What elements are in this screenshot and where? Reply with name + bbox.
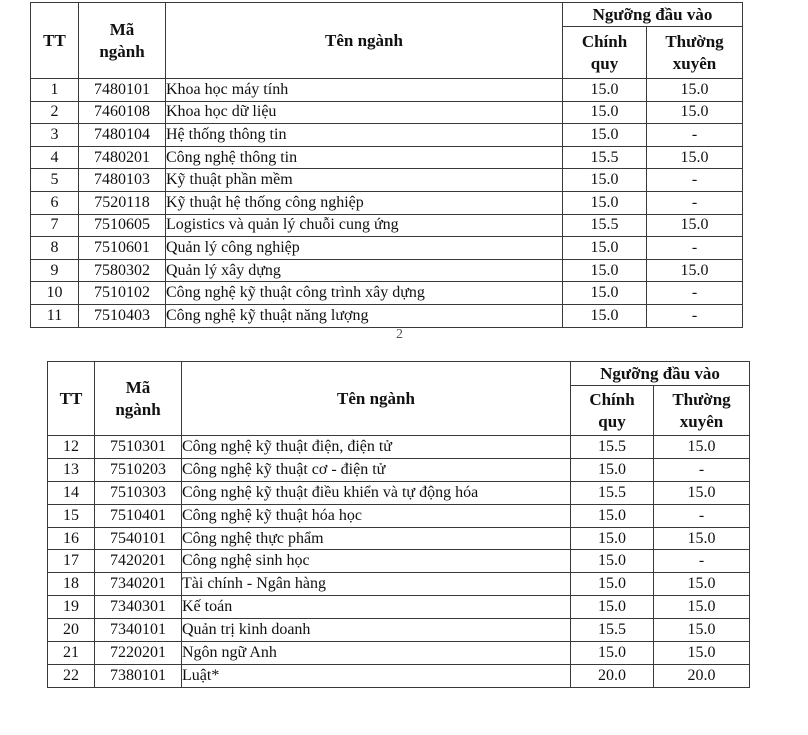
header-tt: TT	[48, 362, 95, 436]
regular-threshold: 15.0	[571, 550, 654, 573]
admission-threshold-table-2	[47, 361, 750, 688]
major-name: Công nghệ kỹ thuật điện, điện tử	[182, 436, 571, 459]
table-2-body	[48, 436, 750, 688]
regular-threshold: 15.0	[563, 259, 647, 282]
regular-threshold: 15.0	[563, 124, 647, 147]
major-name: Công nghệ kỹ thuật công trình xây dựng	[166, 282, 563, 305]
header-code-line2: ngành	[99, 41, 145, 61]
table-row	[31, 214, 743, 237]
major-name: Công nghệ kỹ thuật năng lượng	[166, 304, 563, 327]
major-name: Công nghệ kỹ thuật điều khiển và tự động hóa	[182, 481, 571, 504]
row-number: 19	[48, 596, 95, 619]
table-row	[31, 259, 743, 282]
continuing-threshold: 15.0	[647, 259, 743, 282]
table-row	[31, 282, 743, 305]
regular-threshold: 15.0	[571, 504, 654, 527]
continuing-threshold: -	[647, 124, 743, 147]
row-number: 20	[48, 619, 95, 642]
regular-threshold: 15.0	[563, 101, 647, 124]
major-code: 7510303	[95, 481, 182, 504]
row-number: 21	[48, 642, 95, 665]
major-code: 7510102	[79, 282, 166, 305]
regular-threshold: 20.0	[571, 664, 654, 687]
table-row	[31, 304, 743, 327]
admission-threshold-table-1	[30, 2, 743, 328]
major-code: 7520118	[79, 191, 166, 214]
major-code: 7510301	[95, 436, 182, 459]
header-continuing-line2: xuyên	[672, 53, 717, 73]
row-number: 13	[48, 458, 95, 481]
regular-threshold: 15.5	[563, 214, 647, 237]
regular-threshold: 15.0	[563, 304, 647, 327]
row-number: 22	[48, 664, 95, 687]
table-row	[31, 79, 743, 102]
row-number: 12	[48, 436, 95, 459]
major-code: 7510605	[79, 214, 166, 237]
continuing-threshold: -	[647, 237, 743, 260]
table-row	[48, 504, 750, 527]
header-continuing	[647, 27, 743, 79]
row-number: 8	[31, 237, 79, 260]
regular-threshold: 15.0	[571, 642, 654, 665]
header-regular-line2: quy	[590, 53, 619, 73]
header-regular-line1: Chính	[581, 31, 628, 51]
table-row	[48, 596, 750, 619]
header-regular	[571, 386, 654, 436]
major-name: Công nghệ thông tin	[166, 146, 563, 169]
continuing-threshold: -	[647, 282, 743, 305]
row-number: 14	[48, 481, 95, 504]
continuing-threshold: 15.0	[654, 619, 750, 642]
table-row	[48, 550, 750, 573]
table-row	[31, 237, 743, 260]
continuing-threshold: 15.0	[647, 79, 743, 102]
continuing-threshold: 20.0	[654, 664, 750, 687]
major-name: Kế toán	[182, 596, 571, 619]
major-code: 7380101	[95, 664, 182, 687]
regular-threshold: 15.0	[571, 573, 654, 596]
major-code: 7480104	[79, 124, 166, 147]
row-number: 15	[48, 504, 95, 527]
regular-threshold: 15.5	[571, 481, 654, 504]
regular-threshold: 15.0	[563, 169, 647, 192]
major-code: 7580302	[79, 259, 166, 282]
table-row	[31, 191, 743, 214]
continuing-threshold: 15.0	[654, 573, 750, 596]
header-continuing-line2: xuyên	[679, 411, 724, 431]
major-name: Công nghệ kỹ thuật cơ - điện tử	[182, 458, 571, 481]
regular-threshold: 15.5	[571, 436, 654, 459]
major-name: Logistics và quản lý chuỗi cung ứng	[166, 214, 563, 237]
continuing-threshold: -	[647, 169, 743, 192]
major-code: 7510401	[95, 504, 182, 527]
row-number: 11	[31, 304, 79, 327]
row-number: 6	[31, 191, 79, 214]
continuing-threshold: -	[647, 304, 743, 327]
row-number: 3	[31, 124, 79, 147]
major-name: Quản trị kinh doanh	[182, 619, 571, 642]
row-number: 17	[48, 550, 95, 573]
header-major-name: Tên ngành	[166, 3, 563, 79]
major-code: 7460108	[79, 101, 166, 124]
header-regular	[563, 27, 647, 79]
table-row	[31, 169, 743, 192]
major-code: 7480201	[79, 146, 166, 169]
row-number: 4	[31, 146, 79, 169]
regular-threshold: 15.0	[571, 596, 654, 619]
header-threshold: Ngưỡng đầu vào	[571, 362, 750, 386]
table-row	[48, 573, 750, 596]
header-code-line1: Mã	[109, 19, 135, 39]
header-continuing-line1: Thường	[672, 389, 731, 409]
continuing-threshold: 15.0	[654, 481, 750, 504]
header-code-line1: Mã	[125, 377, 151, 397]
table-row	[31, 101, 743, 124]
major-name: Kỹ thuật phần mềm	[166, 169, 563, 192]
major-name: Công nghệ sinh học	[182, 550, 571, 573]
row-number: 16	[48, 527, 95, 550]
table-row	[48, 436, 750, 459]
regular-threshold: 15.0	[571, 458, 654, 481]
header-continuing	[654, 386, 750, 436]
major-name: Ngôn ngữ Anh	[182, 642, 571, 665]
major-name: Hệ thống thông tin	[166, 124, 563, 147]
continuing-threshold: -	[654, 550, 750, 573]
continuing-threshold: -	[647, 191, 743, 214]
header-regular-line1: Chính	[589, 389, 635, 409]
row-number: 18	[48, 573, 95, 596]
header-major-code	[95, 362, 182, 436]
continuing-threshold: 15.0	[654, 527, 750, 550]
major-name: Khoa học dữ liệu	[166, 101, 563, 124]
table-row	[48, 458, 750, 481]
row-number: 9	[31, 259, 79, 282]
row-number: 7	[31, 214, 79, 237]
major-name: Khoa học máy tính	[166, 79, 563, 102]
regular-threshold: 15.0	[563, 237, 647, 260]
major-name: Quản lý xây dựng	[166, 259, 563, 282]
table-row	[48, 481, 750, 504]
major-name: Kỹ thuật hệ thống công nghiệp	[166, 191, 563, 214]
major-name: Luật*	[182, 664, 571, 687]
page-number: 2	[396, 327, 403, 342]
continuing-threshold: -	[654, 458, 750, 481]
regular-threshold: 15.5	[563, 146, 647, 169]
continuing-threshold: 15.0	[654, 436, 750, 459]
major-code: 7540101	[95, 527, 182, 550]
major-code: 7420201	[95, 550, 182, 573]
regular-threshold: 15.0	[563, 79, 647, 102]
continuing-threshold: 15.0	[654, 642, 750, 665]
table-row	[48, 527, 750, 550]
header-threshold: Ngưỡng đầu vào	[563, 3, 743, 27]
major-name: Tài chính - Ngân hàng	[182, 573, 571, 596]
header-major-name: Tên ngành	[182, 362, 571, 436]
header-continuing-line1: Thường	[665, 31, 724, 51]
continuing-threshold: 15.0	[647, 146, 743, 169]
table-1-body	[31, 79, 743, 328]
table-row	[48, 664, 750, 687]
table-row	[31, 146, 743, 169]
major-code: 7340201	[95, 573, 182, 596]
regular-threshold: 15.0	[563, 282, 647, 305]
major-code: 7510203	[95, 458, 182, 481]
major-name: Quản lý công nghiệp	[166, 237, 563, 260]
table-row	[48, 642, 750, 665]
major-code: 7340101	[95, 619, 182, 642]
continuing-threshold: -	[654, 504, 750, 527]
header-major-code	[79, 3, 166, 79]
header-code-line2: ngành	[115, 399, 161, 419]
regular-threshold: 15.0	[563, 191, 647, 214]
row-number: 5	[31, 169, 79, 192]
row-number: 1	[31, 79, 79, 102]
row-number: 10	[31, 282, 79, 305]
major-code: 7340301	[95, 596, 182, 619]
major-name: Công nghệ kỹ thuật hóa học	[182, 504, 571, 527]
regular-threshold: 15.0	[571, 527, 654, 550]
header-tt: TT	[31, 3, 79, 79]
major-code: 7220201	[95, 642, 182, 665]
continuing-threshold: 15.0	[654, 596, 750, 619]
continuing-threshold: 15.0	[647, 101, 743, 124]
row-number: 2	[31, 101, 79, 124]
major-code: 7480101	[79, 79, 166, 102]
table-row	[31, 124, 743, 147]
regular-threshold: 15.5	[571, 619, 654, 642]
major-code: 7510601	[79, 237, 166, 260]
major-name: Công nghệ thực phẩm	[182, 527, 571, 550]
continuing-threshold: 15.0	[647, 214, 743, 237]
major-code: 7510403	[79, 304, 166, 327]
header-regular-line2: quy	[598, 411, 626, 431]
major-code: 7480103	[79, 169, 166, 192]
table-row	[48, 619, 750, 642]
